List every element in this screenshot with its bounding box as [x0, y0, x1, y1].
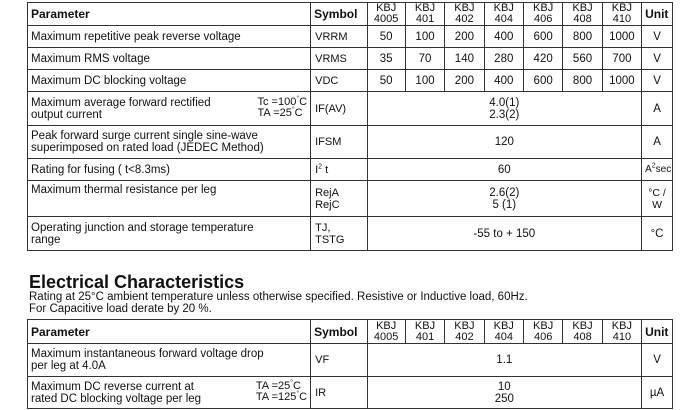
value-cell: 400: [484, 70, 523, 92]
header-part: KBJ 404: [484, 320, 523, 344]
value-cell: 280: [484, 48, 523, 70]
header-part: KBJ 408: [563, 3, 602, 26]
unit-cell: °C: [642, 217, 673, 251]
param-label: Maximum DC blocking voltage: [28, 70, 311, 92]
header-unit: Unit: [642, 320, 673, 344]
value-cell: 800: [563, 26, 602, 48]
value-cell: 50: [367, 70, 405, 92]
symbol-cell: $I^2$ t: [311, 159, 367, 181]
symbol-cell: TJ, TSTG: [311, 217, 367, 251]
value-cell: 35: [367, 48, 405, 70]
table-header-row: [28, 320, 673, 344]
unit-cell: °C / W: [642, 181, 673, 217]
value-cell: 4.0(1) 2.3(2): [367, 92, 642, 126]
symbol-cell: IF(AV): [311, 92, 367, 126]
header-part: KBJ 410: [602, 3, 641, 26]
unit-cell: V: [642, 70, 673, 92]
param-label: Maximum repetitive peak reverse voltage: [28, 26, 311, 48]
table-row-vrrm: [28, 26, 673, 48]
value-cell: 200: [445, 26, 484, 48]
table-row-vdc: [28, 70, 673, 92]
header-part: KBJ 4005: [367, 320, 405, 344]
value-cell: 600: [523, 26, 562, 48]
header-part: KBJ 410: [602, 320, 641, 344]
value-cell: 600: [523, 70, 562, 92]
table-row-ir: [28, 377, 673, 409]
table-row-rth: [28, 181, 673, 217]
value-cell: 1000: [602, 70, 641, 92]
value-cell: 120: [367, 126, 642, 159]
value-cell: 1000: [602, 26, 641, 48]
symbol-cell: VRRM: [311, 26, 367, 48]
unit-cell: A: [642, 126, 673, 159]
value-cell: 420: [523, 48, 562, 70]
value-cell: -55 to + 150: [367, 217, 642, 251]
value-cell: 700: [602, 48, 641, 70]
value-cell: 50: [367, 26, 405, 48]
table-row-vrms: [28, 48, 673, 70]
unit-cell: A: [642, 92, 673, 126]
section-title: Electrical Characteristics: [29, 272, 245, 292]
symbol-cell: VDC: [311, 70, 367, 92]
value-cell: 140: [445, 48, 484, 70]
condition-text: Tc =100°C TA =25°C: [257, 94, 308, 119]
symbol-cell: VF: [311, 344, 367, 377]
header-part: KBJ 4005: [367, 3, 405, 26]
max-ratings-table: [27, 2, 673, 251]
header-part: KBJ 408: [563, 320, 602, 344]
symbol-cell: IR: [311, 377, 367, 409]
header-symbol: Symbol: [311, 3, 367, 26]
unit-cell: $A^2\sec$: [642, 159, 673, 181]
value-cell: 800: [563, 70, 602, 92]
table-row-i2t: [28, 159, 673, 181]
header-part: KBJ 404: [484, 3, 523, 26]
header-part: KBJ 402: [445, 320, 484, 344]
unit-cell: V: [642, 26, 673, 48]
symbol-cell: RejA RejC: [311, 181, 367, 217]
value-cell: 2.6(2) 5 (1): [367, 181, 642, 217]
unit-cell: µA: [642, 377, 673, 409]
table-row-temp: [28, 217, 673, 251]
symbol-cell: VRMS: [311, 48, 367, 70]
header-parameter: Parameter: [28, 320, 311, 344]
table-row-ifav: [28, 92, 673, 126]
derate-note: For Capacitive load derate by 20 %.: [29, 303, 212, 315]
symbol-cell: IFSM: [311, 126, 367, 159]
param-label: Rating for fusing ( t<8.3ms): [28, 159, 311, 181]
header-symbol: Symbol: [311, 320, 367, 344]
table-row-ifsm: [28, 126, 673, 159]
value-cell: 100: [405, 26, 444, 48]
param-label: Maximum thermal resistance per leg: [28, 181, 311, 217]
header-part: KBJ 402: [445, 3, 484, 26]
param-label: Maximum instantaneous forward voltage drop per leg at 4.0A: [28, 344, 311, 377]
value-cell: 10 250: [367, 377, 642, 409]
param-label: Operating junction and storage temperature range: [28, 217, 311, 251]
param-label: Tc =100°C TA =25°C Maximum average forward rectified output current: [28, 92, 311, 126]
param-label: Peak forward surge current single sine-wave superimposed on rated load (JEDEC Method): [28, 126, 311, 159]
header-part: KBJ 401: [405, 3, 444, 26]
param-label: TA =25°C TA =125°C Maximum DC reverse current at rated DC blocking voltage per leg: [28, 377, 311, 409]
table-row-vf: [28, 344, 673, 377]
unit-cell: V: [642, 48, 673, 70]
condition-text: TA =25°C TA =125°C: [255, 378, 308, 403]
table-header-row: [28, 3, 673, 26]
header-part: KBJ 406: [523, 320, 562, 344]
header-unit: Unit: [642, 3, 673, 26]
param-label: Maximum RMS voltage: [28, 48, 311, 70]
header-part: KBJ 406: [523, 3, 562, 26]
value-cell: 200: [445, 70, 484, 92]
value-cell: 100: [405, 70, 444, 92]
header-parameter: Parameter: [28, 3, 311, 26]
rating-note: Rating at 25°C ambient temperature unless otherwise specified. Resistive or Inductive load, 60Hz.: [29, 291, 528, 303]
value-cell: 60: [367, 159, 642, 181]
value-cell: 400: [484, 26, 523, 48]
header-part: KBJ 401: [405, 320, 444, 344]
value-cell: 1.1: [367, 344, 642, 377]
electrical-characteristics-table: [27, 319, 673, 409]
value-cell: 70: [405, 48, 444, 70]
value-cell: 560: [563, 48, 602, 70]
unit-cell: V: [642, 344, 673, 377]
